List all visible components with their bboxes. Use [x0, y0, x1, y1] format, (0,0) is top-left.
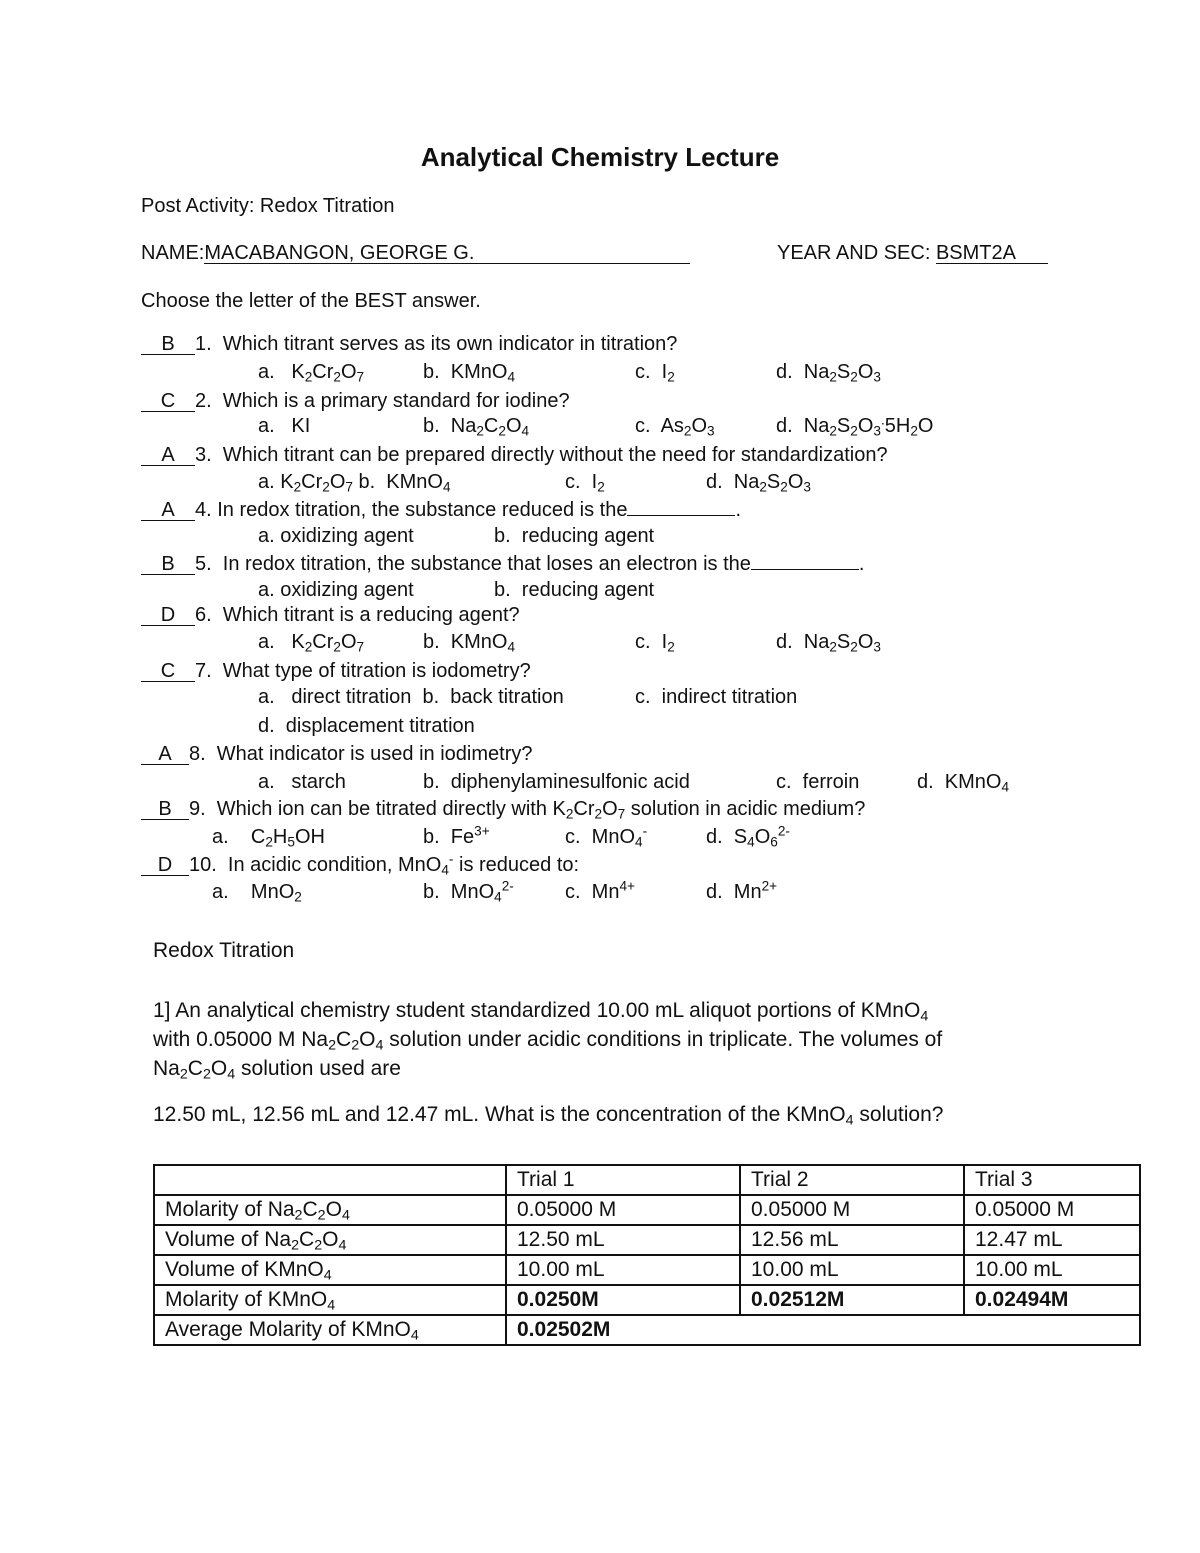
answer-8: A — [141, 744, 189, 765]
problem-line-4: 12.50 mL, 12.56 mL and 12.47 mL. What is the concentration of the KMnO$_4$ solution? — [153, 1103, 944, 1129]
row-label: Average Molarity of KMnO$_4$ — [154, 1315, 506, 1345]
table-cell: 12.50 mL — [506, 1225, 740, 1255]
row-label: Molarity of KMnO$_4$ — [154, 1285, 506, 1315]
year-row — [777, 241, 1048, 265]
answer-1: B — [141, 334, 195, 355]
page-title: Analytical Chemistry Lecture — [420, 142, 780, 172]
q8-option-a: a. starch — [258, 771, 346, 793]
answer-10: D — [141, 855, 189, 876]
table-cell: 12.47 mL — [964, 1225, 1140, 1255]
q9-option-d: d. $S_4O_6^{2-}$ — [706, 823, 790, 850]
answer-4: A — [141, 500, 195, 521]
section-heading: Redox Titration — [153, 939, 295, 962]
question-3: A 3. Which titrant can be prepared directly without the need for standardization? — [141, 443, 888, 467]
table-cell: 10.00 mL — [964, 1255, 1140, 1285]
answer-9: B — [141, 799, 189, 820]
table-row — [154, 1285, 1140, 1315]
fill-in-blank — [751, 551, 859, 570]
question-6: D 6. Which titrant is a reducing agent? — [141, 603, 520, 627]
q5-option-b: b. reducing agent — [494, 579, 655, 601]
q9-option-a: a. $C_2H_5OH$ — [212, 826, 325, 850]
table-row — [154, 1315, 1140, 1345]
table-cell: 0.02494M — [964, 1285, 1140, 1315]
q4-option-b: b. reducing agent — [494, 525, 655, 547]
header-cell: Trial 3 — [964, 1165, 1140, 1195]
table-cell: 12.56 mL — [740, 1225, 964, 1255]
year-label: YEAR AND SEC: — [777, 242, 931, 264]
table-row — [154, 1195, 1140, 1225]
table-cell: 10.00 mL — [506, 1255, 740, 1285]
q3-option-c: c. $I_2$ — [565, 471, 605, 495]
q2-option-a: a. KI — [258, 415, 311, 437]
q3-option-d: d. $Na_2S_2O_3$ — [706, 471, 811, 495]
row-label: Molarity of $Na_2C_2O_4$ — [154, 1195, 506, 1225]
q7-option-d: d. displacement titration — [258, 715, 475, 737]
q2-option-d: d. $Na_2S_2O_3^.5H_2O$ — [776, 412, 934, 439]
table-cell: 0.05000 M — [506, 1195, 740, 1225]
instruction: Choose the letter of the BEST answer. — [141, 290, 481, 312]
question-2: C 2. Which is a primary standard for iodine? — [141, 389, 570, 413]
question-5: B 5. In redox titration, the substance that loses an electron is the . — [141, 551, 864, 576]
q6-option-d: d. $Na_2S_2O_3$ — [776, 631, 881, 655]
table-row — [154, 1255, 1140, 1285]
table-cell: 0.02512M — [740, 1285, 964, 1315]
q9-option-b: b. $Fe^{3+}$ — [423, 823, 490, 848]
q10-option-b: b. MnO$_4^{2-}$ — [423, 878, 514, 905]
q6-option-a: a. $K_2Cr_2O_7$ — [258, 631, 365, 655]
answer-7: C — [141, 661, 195, 682]
row-label: Volume of $Na_2C_2O_4$ — [154, 1225, 506, 1255]
activity-subtitle: Post Activity: Redox Titration — [141, 195, 395, 217]
q6-option-b: b. KMnO$_4$ — [423, 631, 516, 655]
question-7: C 7. What type of titration is iodometry? — [141, 659, 531, 683]
q6-option-c: c. $I_2$ — [635, 631, 675, 655]
table-cell: 0.05000 M — [740, 1195, 964, 1225]
q1-option-d: d. $Na_2S_2O_3$ — [776, 361, 881, 385]
name-label: NAME: — [141, 242, 205, 264]
q8-option-c: c. ferroin — [776, 771, 860, 793]
problem-line-1: 1] An analytical chemistry student standardized 10.00 mL aliquot portions of KMnO$_4$ — [153, 999, 929, 1025]
q2-option-c: c. $As_2O_3$ — [635, 415, 715, 439]
table-row — [154, 1225, 1140, 1255]
q10-option-c: c. $Mn^{4+}$ — [565, 878, 635, 903]
q3-options-ab: a. $K_2Cr_2O_7$ b. KMnO$_4$ — [258, 471, 451, 495]
fill-in-blank — [627, 497, 735, 516]
answer-2: C — [141, 391, 195, 412]
answer-5: B — [141, 554, 195, 575]
header-cell: Trial 2 — [740, 1165, 964, 1195]
average-cell: 0.02502M — [506, 1315, 1140, 1345]
header-cell: Trial 1 — [506, 1165, 740, 1195]
problem-question: 12.50 mL, 12.56 mL and 12.47 mL. What is the concentration of the KMnO — [153, 1103, 846, 1126]
q10-option-a: a. MnO$_2$ — [212, 881, 302, 905]
q9-option-c: c. MnO$_4$- — [565, 823, 648, 850]
name-row — [141, 241, 690, 265]
year-field: BSMT2A — [936, 243, 1048, 264]
q8-option-b: b. diphenylaminesulfonic acid — [423, 771, 690, 793]
q1-option-b: b. KMnO$_4$ — [423, 361, 516, 385]
table-cell: 10.00 mL — [740, 1255, 964, 1285]
q1-option-a: a. $K_2Cr_2O_7$ — [258, 361, 365, 385]
question-8: A 8. What indicator is used in iodimetry? — [141, 742, 533, 766]
q8-option-d: d. KMnO$_4$ — [917, 771, 1010, 795]
name-field: MACABANGON, GEORGE G. — [204, 243, 690, 264]
problem-line-3-tail: solution used are — [235, 1057, 401, 1080]
q2-option-b: b. $Na_2C_2O_4$ — [423, 415, 530, 439]
q10-option-d: d. $Mn^{2+}$ — [706, 878, 778, 903]
problem-line-2: with 0.05000 M $Na_2C_2O_4$ solution under acidic conditions in triplicate. The volumes of — [153, 1028, 943, 1054]
results-table — [153, 1164, 1141, 1346]
table-cell: 0.0250M — [506, 1285, 740, 1315]
problem-line-3: $Na_2C_2O_4$ solution used are — [153, 1057, 401, 1083]
q1-option-c: c. $I_2$ — [635, 361, 675, 385]
question-4: A 4. In redox titration, the substance reduced is the . — [141, 497, 741, 522]
table-header-row — [154, 1165, 1140, 1195]
answer-6: D — [141, 605, 195, 626]
row-label: Volume of KMnO$_4$ — [154, 1255, 506, 1285]
question-9: B 9. Which ion can be titrated directly with $K_2Cr_2O_7$ solution in acidic medium? — [141, 797, 865, 821]
header-cell — [154, 1165, 506, 1195]
answer-3: A — [141, 445, 195, 466]
question-10: D 10. In acidic condition, MnO$_4$- is reduced to: — [141, 853, 579, 877]
q4-option-a: a. oxidizing agent — [258, 525, 414, 547]
q5-option-a: a. oxidizing agent — [258, 579, 414, 601]
q7-options-ab: a. direct titration b. back titration — [258, 686, 564, 708]
q7-option-c: c. indirect titration — [635, 686, 798, 708]
table-cell: 0.05000 M — [964, 1195, 1140, 1225]
question-1: B 1. Which titrant serves as its own indicator in titration? — [141, 332, 677, 356]
